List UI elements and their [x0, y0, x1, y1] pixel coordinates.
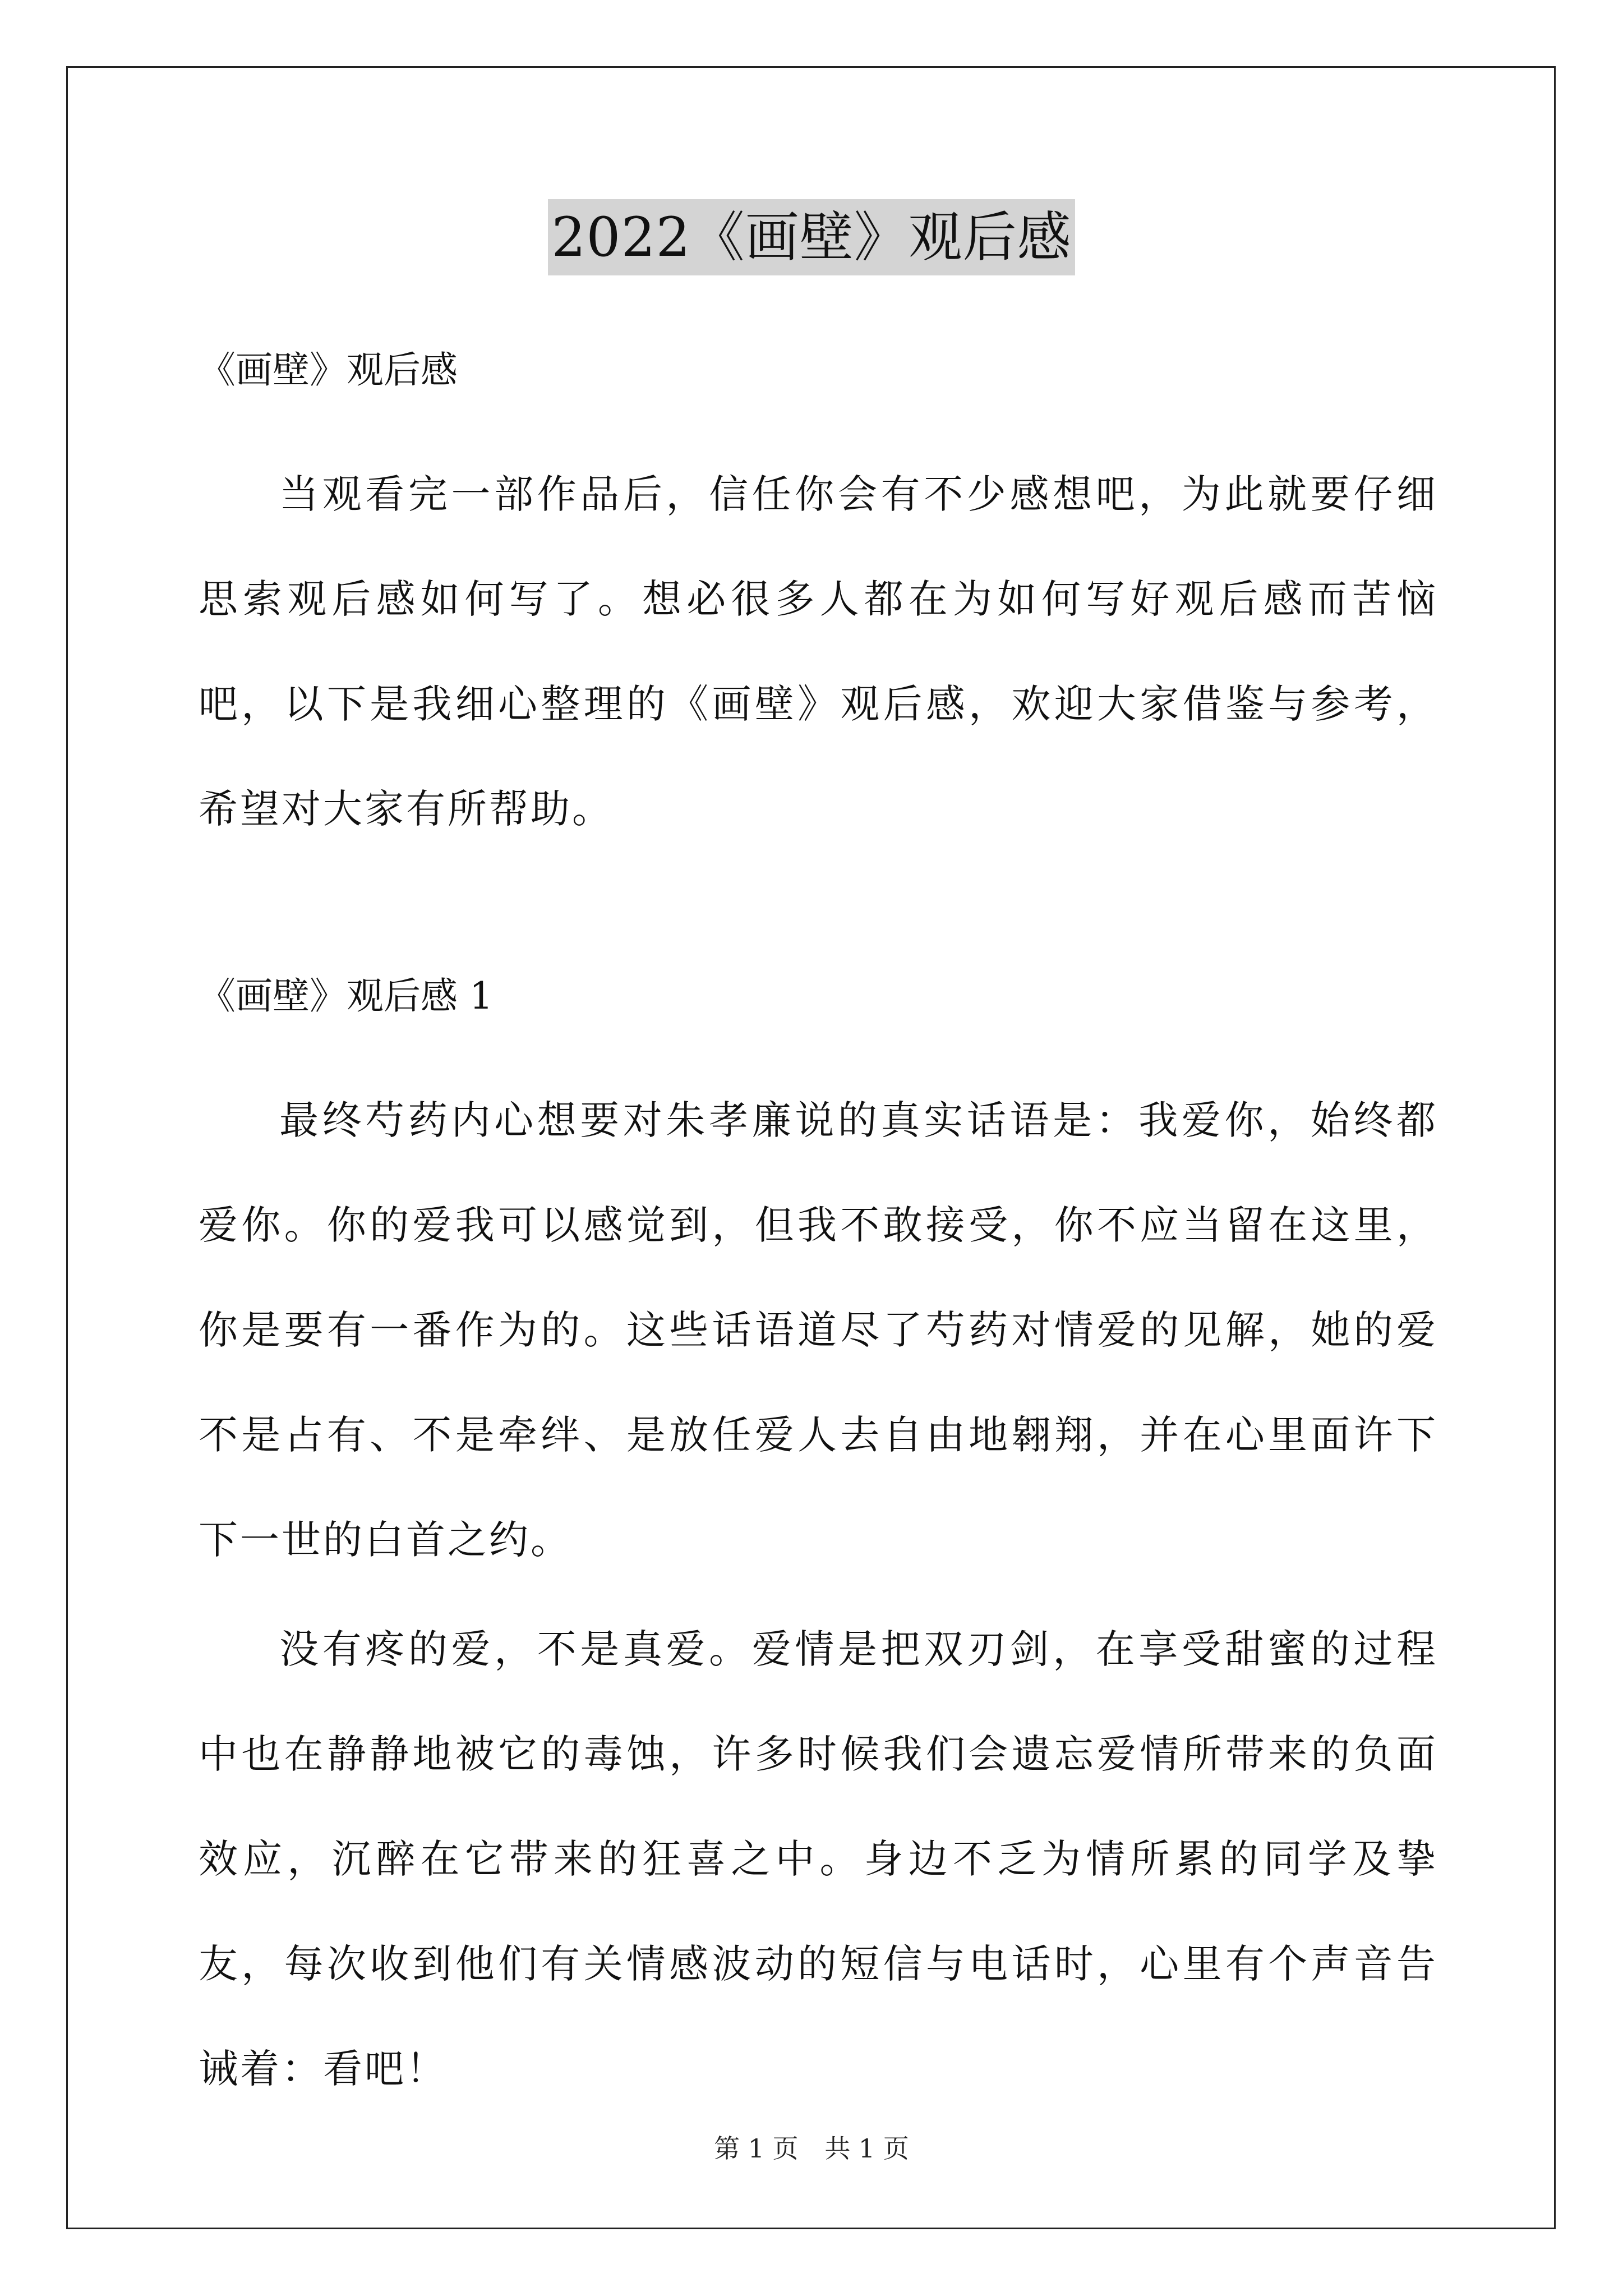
body-paragraph: 没有疼的爱，不是真爱。爱情是把双刃剑，在享受甜蜜的过程中也在静静地被它的毒蚀，许多时候我们会遗忘爱情所带来的负面效应，沉醉在它带来的狂喜之中。身边不乏为情所累的同学及挚友，每次收到他们有关情感波动的短信与电话时，心里有个声音告诫着：看吧！ — [199, 1626, 1438, 2092]
document-title: 2022《画壁》观后感 — [548, 199, 1075, 275]
page-number: 第 1 页 — [714, 2133, 799, 2164]
page-footer — [0, 2132, 1623, 2165]
body-paragraph: 最终芍药内心想要对朱孝廉说的真实话语是：我爱你，始终都爱你。你的爱我可以感觉到，但我不敢接受，你不应当留在这里，你是要有一番作为的。这些话语道尽了芍药对情爱的见解，她的爱不是占有、不是牵绊、是放任爱人去自由地翱翔，并在心里面许下下一世的白首之约。 — [199, 1097, 1438, 1563]
title-container — [0, 199, 1623, 275]
intro-heading: 《画壁》观后感 — [199, 348, 458, 392]
intro-paragraph: 当观看完一部作品后，信任你会有不少感想吧，为此就要仔细思索观后感如何写了。想必很多人都在为如何写好观后感而苦恼吧，以下是我细心整理的《画壁》观后感，欢迎大家借鉴与参考，希望对大家有所帮助。 — [199, 471, 1438, 832]
document-body — [199, 342, 1438, 2122]
page-total: 共 1 页 — [824, 2133, 909, 2164]
section-heading: 《画壁》观后感 1 — [199, 974, 493, 1018]
